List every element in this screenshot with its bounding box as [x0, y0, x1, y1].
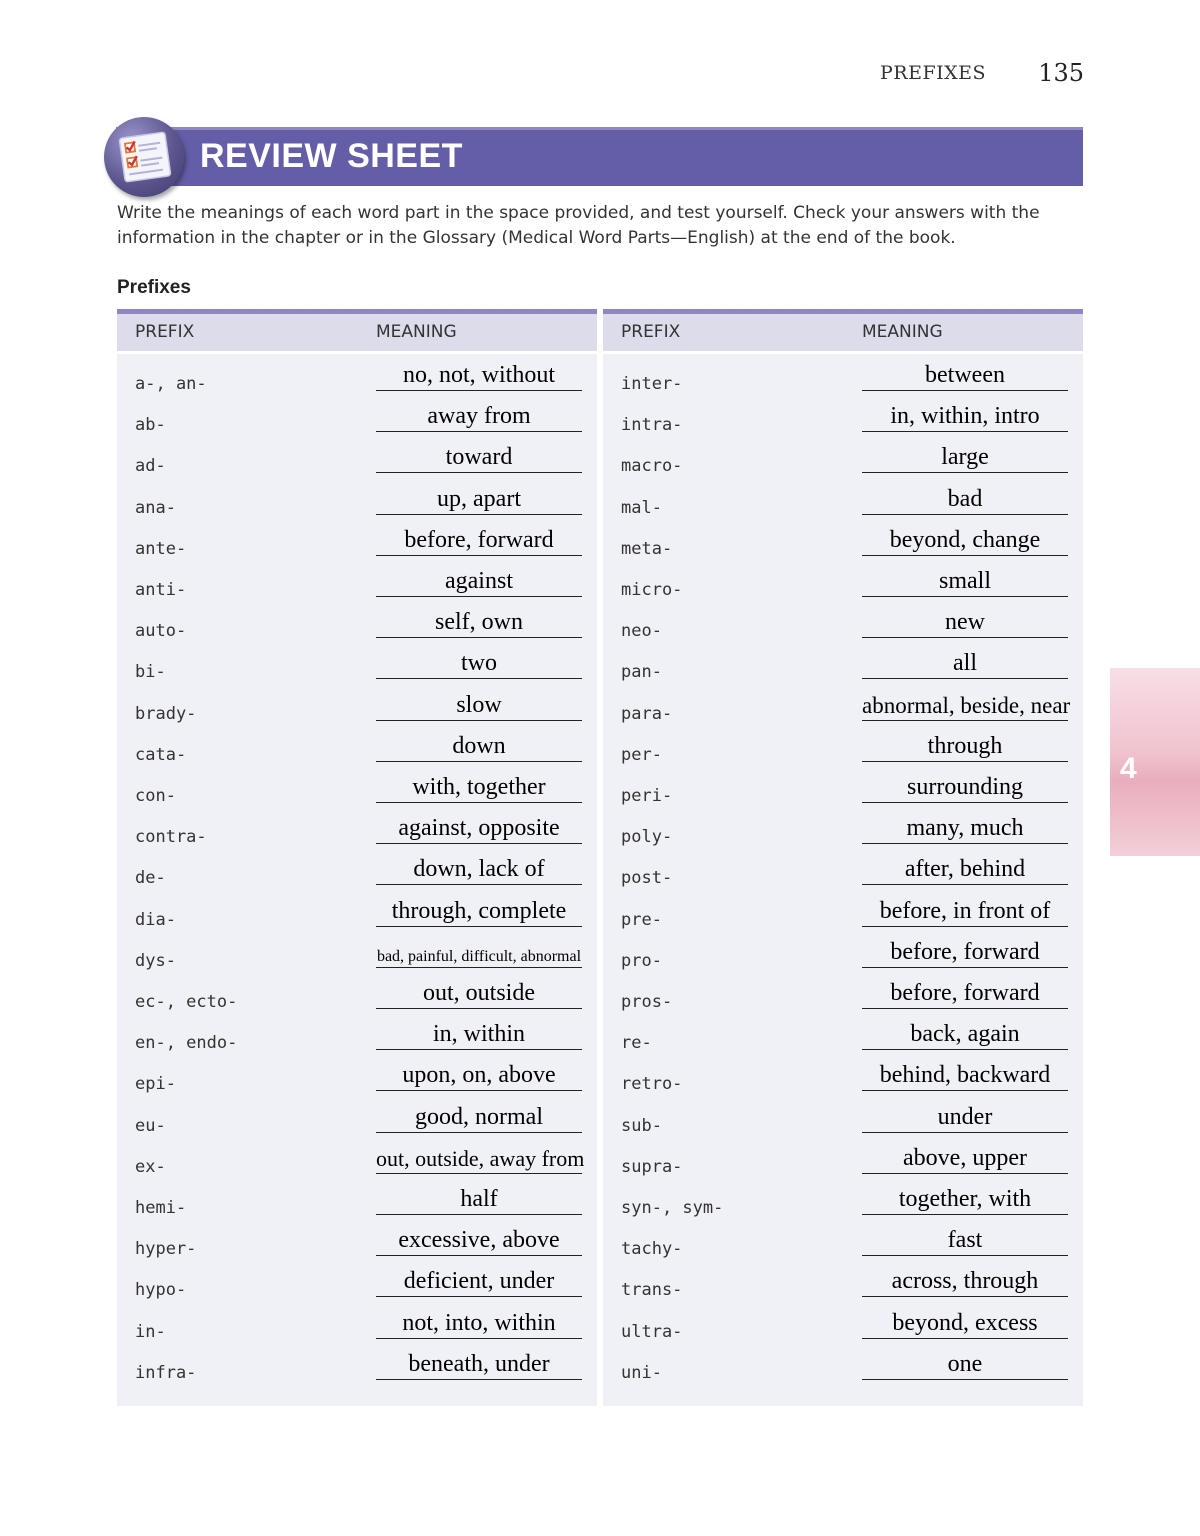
meaning-answer: against: [445, 568, 513, 594]
meaning-answer: upon, on, above: [402, 1062, 556, 1089]
answer-line[interactable]: [862, 843, 1068, 844]
answer-line[interactable]: [862, 1296, 1068, 1297]
answer-line[interactable]: [376, 1255, 582, 1256]
page-number: 135: [1038, 59, 1084, 87]
prefix-label: ab-: [135, 415, 166, 436]
prefix-label: ana-: [135, 497, 176, 518]
table-row: [603, 687, 1083, 728]
meaning-answer: under: [937, 1103, 993, 1130]
prefix-label: meta-: [621, 538, 673, 559]
answer-line[interactable]: [862, 596, 1068, 597]
table-row: [117, 1181, 597, 1222]
table-row: [117, 645, 597, 686]
prefix-label: ex-: [135, 1156, 166, 1177]
table-row: [603, 975, 1083, 1016]
table-row: [603, 481, 1083, 522]
table-row: [117, 1222, 597, 1263]
answer-line[interactable]: [376, 678, 582, 679]
running-head-section: PREFIXES: [880, 62, 987, 84]
meaning-answer: new: [945, 609, 985, 636]
answer-line[interactable]: [862, 1008, 1068, 1009]
prefix-label: hypo-: [135, 1280, 187, 1301]
meaning-answer: in, within, intro: [890, 403, 1040, 430]
meaning-answer: back, again: [910, 1021, 1020, 1048]
meaning-answer: in, within: [432, 1021, 525, 1048]
answer-line[interactable]: [376, 637, 582, 638]
prefix-label: de-: [135, 868, 166, 889]
meaning-answer: down: [452, 732, 506, 759]
meaning-answer: against, opposite: [398, 815, 560, 842]
table-row: [117, 522, 597, 563]
column-header-prefix: PREFIX: [621, 322, 681, 342]
prefix-label: inter-: [621, 374, 683, 394]
meaning-answer: with, together: [412, 774, 546, 800]
answer-line[interactable]: [862, 1214, 1068, 1215]
answer-line[interactable]: [862, 431, 1068, 432]
answer-line[interactable]: [376, 1132, 582, 1133]
table-row: [117, 1263, 597, 1304]
prefix-label: ad-: [135, 456, 166, 477]
meaning-answer: beneath, under: [408, 1350, 550, 1377]
table-row: [117, 357, 597, 398]
table-header: [117, 314, 597, 354]
table-row: [603, 1346, 1083, 1387]
table-row: [603, 769, 1083, 810]
prefix-label: ec-, ecto-: [135, 992, 238, 1012]
meaning-answer: beyond, excess: [892, 1309, 1038, 1336]
answer-line[interactable]: [376, 967, 582, 968]
meaning-answer: large: [941, 444, 989, 471]
review-sheet-banner: [116, 127, 1083, 186]
meaning-answer: through: [927, 732, 1003, 759]
meaning-answer: surrounding: [907, 774, 1023, 800]
meaning-answer: above, upper: [903, 1144, 1027, 1171]
chapter-tab: [1110, 668, 1200, 856]
answer-line[interactable]: [862, 390, 1068, 391]
answer-line[interactable]: [862, 802, 1068, 803]
answer-line[interactable]: [862, 1049, 1068, 1050]
meaning-answer: before, in front of: [879, 897, 1051, 924]
prefix-label: para-: [621, 703, 673, 724]
answer-line[interactable]: [376, 1008, 582, 1009]
answer-line[interactable]: [376, 761, 582, 762]
table-row: [117, 810, 597, 851]
meaning-answer: good, normal: [415, 1103, 543, 1130]
table-row: [603, 810, 1083, 851]
column-header-meaning: MEANING: [862, 322, 943, 342]
table-row: [603, 1016, 1083, 1057]
prefix-label: eu-: [135, 1115, 166, 1136]
meaning-answer: many, much: [906, 815, 1024, 842]
table-row: [117, 1346, 597, 1387]
prefix-label: anti-: [135, 580, 187, 600]
prefix-label: hemi-: [135, 1198, 187, 1218]
table-row: [117, 851, 597, 892]
answer-line[interactable]: [376, 843, 582, 844]
table-header: [603, 314, 1083, 354]
meaning-answer: before, forward: [890, 938, 1040, 965]
answer-line[interactable]: [862, 637, 1068, 638]
prefix-label: infra-: [135, 1362, 197, 1383]
table-row: [117, 563, 597, 604]
prefix-label: ante-: [135, 538, 187, 559]
answer-line[interactable]: [862, 1255, 1068, 1256]
answer-line[interactable]: [376, 1090, 582, 1091]
table-row: [117, 398, 597, 439]
answer-line[interactable]: [862, 1173, 1068, 1174]
meaning-answer: behind, backward: [879, 1062, 1051, 1089]
answer-line[interactable]: [862, 1379, 1068, 1380]
meaning-answer: up, apart: [437, 485, 521, 512]
answer-line[interactable]: [862, 1132, 1068, 1133]
prefix-label: neo-: [621, 621, 662, 642]
table-row: [603, 357, 1083, 398]
meaning-answer: not, into, within: [402, 1309, 556, 1336]
prefix-label: epi-: [135, 1074, 176, 1095]
meaning-answer: toward: [445, 444, 513, 471]
table-row: [603, 522, 1083, 563]
answer-line[interactable]: [862, 884, 1068, 885]
answer-line[interactable]: [376, 555, 582, 556]
answer-line[interactable]: [376, 390, 582, 391]
prefix-label: a-, an-: [135, 374, 207, 394]
prefix-label: pros-: [621, 992, 673, 1012]
table-row: [117, 975, 597, 1016]
prefix-label: sub-: [621, 1115, 662, 1136]
meaning-answer: out, outside, away from: [376, 1145, 585, 1171]
meaning-answer: excessive, above: [398, 1227, 560, 1254]
meaning-answer: two: [461, 650, 497, 677]
meaning-answer: through, complete: [391, 897, 567, 924]
table-row: [603, 439, 1083, 480]
table-row: [117, 1099, 597, 1140]
answer-line[interactable]: [376, 1214, 582, 1215]
meaning-answer: self, own: [435, 609, 523, 636]
prefix-label: poly-: [621, 827, 673, 848]
table-row: [117, 728, 597, 769]
table-row: [117, 1057, 597, 1098]
table-row: [603, 563, 1083, 604]
meaning-answer: bad, painful, difficult, abnormal: [376, 947, 582, 965]
prefix-label: pro-: [621, 950, 662, 971]
prefix-label: post-: [621, 868, 673, 889]
meaning-answer: bad: [947, 485, 983, 512]
prefix-label: retro-: [621, 1074, 683, 1095]
table-row: [603, 851, 1083, 892]
table-row: [117, 893, 597, 934]
meaning-answer: fast: [947, 1227, 983, 1254]
answer-line[interactable]: [862, 967, 1068, 968]
meaning-answer: before, forward: [890, 980, 1040, 1006]
prefix-label: pre-: [621, 909, 662, 930]
prefix-label: contra-: [135, 827, 207, 848]
checklist-icon: [104, 117, 184, 197]
meaning-answer: across, through: [891, 1268, 1039, 1295]
table-row: [117, 481, 597, 522]
table-row: [603, 1057, 1083, 1098]
meaning-answer: no, not, without: [402, 362, 555, 388]
table-row: [117, 1016, 597, 1057]
prefix-label: pan-: [621, 662, 662, 683]
prefix-label: peri-: [621, 786, 673, 806]
banner-title: REVIEW SHEET: [200, 137, 463, 175]
meaning-answer: all: [953, 650, 977, 677]
prefix-label: dys-: [135, 950, 176, 971]
meaning-answer: beyond, change: [889, 526, 1041, 553]
answer-line[interactable]: [376, 1173, 582, 1174]
table-row: [603, 728, 1083, 769]
table-row: [117, 934, 597, 975]
meaning-answer: down, lack of: [413, 856, 545, 883]
table-row: [603, 893, 1083, 934]
prefix-label: intra-: [621, 415, 683, 436]
prefix-table-left: [117, 314, 597, 1406]
prefix-label: dia-: [135, 909, 176, 930]
answer-line[interactable]: [862, 472, 1068, 473]
table-row: [603, 1140, 1083, 1181]
answer-line[interactable]: [862, 514, 1068, 515]
table-row: [117, 1140, 597, 1181]
meaning-answer: away from: [427, 403, 531, 430]
answer-line[interactable]: [862, 926, 1068, 927]
meaning-answer: one: [947, 1350, 983, 1377]
prefix-label: re-: [621, 1033, 652, 1054]
table-row: [603, 645, 1083, 686]
answer-line[interactable]: [376, 720, 582, 721]
table-row: [117, 769, 597, 810]
table-row: [603, 1181, 1083, 1222]
answer-line[interactable]: [376, 1379, 582, 1380]
answer-line[interactable]: [862, 720, 1068, 721]
table-row: [603, 1099, 1083, 1140]
chapter-tab-number: 4: [1120, 752, 1137, 785]
prefix-label: hyper-: [135, 1239, 197, 1260]
prefix-label: en-, endo-: [135, 1033, 238, 1054]
answer-line[interactable]: [376, 1296, 582, 1297]
answer-line[interactable]: [376, 926, 582, 927]
answer-line[interactable]: [862, 678, 1068, 679]
section-title: Prefixes: [117, 277, 191, 298]
table-row: [603, 1263, 1083, 1304]
table-row: [603, 1222, 1083, 1263]
answer-line[interactable]: [376, 472, 582, 473]
table-row: [603, 934, 1083, 975]
answer-line[interactable]: [862, 1338, 1068, 1339]
meaning-answer: out, outside: [423, 980, 535, 1006]
column-header-meaning: MEANING: [376, 322, 457, 342]
column-header-prefix: PREFIX: [135, 322, 195, 342]
answer-line[interactable]: [376, 884, 582, 885]
meaning-answer: after, behind: [904, 856, 1026, 883]
prefix-label: per-: [621, 744, 662, 765]
meaning-answer: together, with: [898, 1186, 1032, 1212]
meaning-answer: before, forward: [404, 526, 554, 553]
meaning-answer: deficient, under: [403, 1268, 555, 1295]
answer-line[interactable]: [376, 431, 582, 432]
answer-line[interactable]: [376, 802, 582, 803]
table-row: [117, 439, 597, 480]
prefix-label: macro-: [621, 456, 683, 477]
prefix-label: bi-: [135, 662, 166, 683]
meaning-answer: abnormal, beside, near: [862, 692, 1071, 718]
meaning-answer: between: [925, 362, 1005, 388]
prefix-label: tachy-: [621, 1239, 683, 1260]
meaning-answer: slow: [456, 691, 502, 718]
prefix-label: syn-, sym-: [621, 1198, 724, 1218]
prefix-label: brady-: [135, 703, 197, 724]
table-row: [117, 687, 597, 728]
answer-line[interactable]: [376, 1049, 582, 1050]
table-row: [603, 398, 1083, 439]
running-head: [880, 56, 1084, 90]
table-row: [117, 604, 597, 645]
instructions-text: Write the meanings of each word part in the space provided, and test yourself. Check your answers with the information in the chapter or in the Glossary (Medical Word Parts—English) at the end of the book.: [117, 203, 1040, 248]
prefix-label: auto-: [135, 621, 187, 642]
prefix-label: ultra-: [621, 1321, 683, 1342]
prefix-label: supra-: [621, 1156, 683, 1177]
answer-line[interactable]: [376, 1338, 582, 1339]
table-row: [117, 1305, 597, 1346]
table-row: [603, 604, 1083, 645]
prefix-table-right: [603, 314, 1083, 1406]
prefix-label: con-: [135, 786, 176, 806]
answer-line[interactable]: [376, 514, 582, 515]
answer-line[interactable]: [376, 596, 582, 597]
prefix-label: mal-: [621, 497, 662, 518]
meaning-answer: small: [939, 568, 991, 594]
answer-line[interactable]: [862, 1090, 1068, 1091]
table-row: [603, 1305, 1083, 1346]
meaning-answer: half: [460, 1186, 498, 1212]
answer-line[interactable]: [862, 555, 1068, 556]
prefix-label: micro-: [621, 580, 683, 600]
prefix-label: in-: [135, 1321, 166, 1342]
answer-line[interactable]: [862, 761, 1068, 762]
prefix-label: cata-: [135, 744, 187, 765]
prefix-label: trans-: [621, 1280, 683, 1301]
prefix-label: uni-: [621, 1362, 662, 1383]
